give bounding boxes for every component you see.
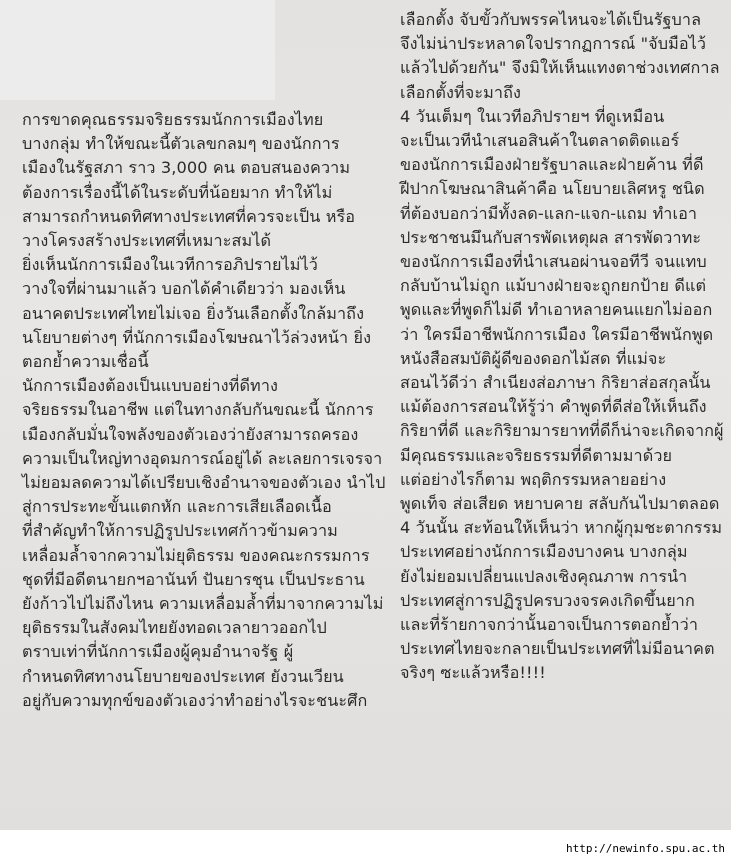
text-line: นักการเมืองต้องเป็นแบบอย่างที่ดีทาง bbox=[22, 376, 279, 396]
text-line: วางโครงสร้างประเทศที่เหมาะสมได้ bbox=[22, 231, 272, 251]
text-line: มีคุณธรรมและจริยธรรมที่ดีตามมาด้วย bbox=[400, 445, 673, 465]
text-line: เมืองในรัฐสภา ราว 3,000 คน ตอบสนองความ bbox=[22, 158, 351, 178]
text-line: นโยบายต่างๆ ที่นักการเมืองโฆษณาไว้ล่วงหน้า ยิ่ง bbox=[22, 327, 372, 347]
text-line: จริงๆ ซะแล้วหรือ!!!! bbox=[400, 663, 546, 683]
text-line: แต่อย่างไรก็ตาม พฤติกรรมหลายอย่าง bbox=[400, 469, 667, 489]
text-line: ความเป็นใหญ่ทางอุดมการณ์อยู่ได้ ละเลยการเจรจา bbox=[22, 448, 383, 468]
text-line: ยังก้าวไปไม่ถึงไหน ความเหลื่อมล้ำที่มาจากความไม่ bbox=[22, 594, 384, 614]
text-line: ประเทศอย่างนักการเมืองบางคน บางกลุ่ม bbox=[400, 542, 688, 562]
blank-corner bbox=[0, 0, 275, 100]
text-line: ที่ต้องบอกว่ามีทั้งลด-แลก-แจก-แถม ทำเอา bbox=[400, 203, 698, 223]
text-line: กำหนดทิศทางนโยบายของประเทศ ยังวนเวียน bbox=[22, 666, 344, 686]
text-line: หนังสือสมบัติผู้ดีของดอกไม้สด ที่แม่จะ bbox=[400, 348, 667, 368]
text-line: 4 วันเต็มๆ ในเวทีอภิปรายฯ ที่ดูเหมือน bbox=[400, 106, 665, 126]
text-line: ของนักการเมืองฝ่ายรัฐบาลและฝ่ายค้าน ที่ดี bbox=[400, 155, 704, 175]
text-line: พูดเท็จ ส่อเสียด หยาบคาย สลับกันไปมาตลอด bbox=[400, 494, 720, 514]
text-line: แม้ต้องการสอนให้รู้ว่า คำพูดที่ดีส่อให้เห็นถึง bbox=[400, 397, 707, 417]
text-line: ต้องการเรื่องนี้ได้ในระดับที่น้อยมาก ทำให้ไม่ bbox=[22, 182, 333, 202]
text-line: บางกลุ่ม ทำให้ขณะนี้ตัวเลขกลมๆ ของนักการ bbox=[22, 134, 340, 154]
text-line: ตอกย้ำความเชื่อนี้ bbox=[22, 352, 149, 372]
text-line: ยังไม่ยอมเปลี่ยนแปลงเชิงคุณภาพ การนำ bbox=[400, 566, 688, 586]
text-line: อนาคตประเทศไทยไม่เจอ ยิ่งวันเลือกตั้งใกล้มาถึง bbox=[22, 303, 365, 323]
text-line: จึงไม่น่าประหลาดใจปรากฏการณ์ "จับมือไว้ bbox=[400, 34, 707, 54]
text-line: วางใจที่ผ่านมาแล้ว บอกได้คำเดียวว่า มองเห็น bbox=[22, 279, 346, 299]
article-left-column bbox=[22, 108, 386, 713]
text-line: สอนไว้ดีว่า สำเนียงส่อภาษา กิริยาส่อสกุลนั้น bbox=[400, 373, 711, 393]
text-line: ฝีปากโฆษณาสินค้าคือ นโยบายเลิศหรู ชนิด bbox=[400, 179, 705, 199]
text-line: ที่สำคัญทำให้การปฏิรูปประเทศก้าวข้ามความ bbox=[22, 521, 338, 541]
source-url: http://newinfo.spu.ac.th bbox=[566, 842, 725, 855]
text-line: กิริยาที่ดี และกิริยามารยาทที่ดีก็น่าจะเกิดจากผู้ bbox=[400, 421, 724, 441]
text-line: การขาดคุณธรรมจริยธรรมนักการเมืองไทย bbox=[22, 110, 324, 129]
text-line: เลือกตั้งที่จะมาถึง bbox=[400, 82, 522, 102]
article-right-column bbox=[400, 8, 728, 686]
text-line: ว่า ใครมีอาชีพนักการเมือง ใครมีอาชีพนักพูด bbox=[400, 324, 714, 344]
text-line: และที่ร้ายกาจกว่านั้นอาจเป็นการตอกย้ำว่า bbox=[400, 615, 699, 635]
text-line: ประเทศสู่การปฏิรูปครบวงจรคงเกิดขึ้นยาก bbox=[400, 590, 695, 610]
text-line: สู่การประทะขั้นแตกหัก และการเสียเลือดเนื้อ bbox=[22, 497, 332, 517]
text-line: 4 วันนั้น สะท้อนให้เห็นว่า หากผู้กุมชะตากรรม bbox=[400, 518, 723, 538]
text-line: ยุติธรรมในสังคมไทยยังทอดเวลายาวออกไป bbox=[22, 618, 327, 638]
text-line: เหลื่อมล้ำจากความไม่ยุติธรรม ของคณะกรรมการ bbox=[22, 545, 370, 565]
text-line: ตราบเท่าที่นักการเมืองผู้คุมอำนาจรัฐ ผู้ bbox=[22, 642, 294, 662]
text-line: ของนักการเมืองที่นำเสนอผ่านจอทีวี จนแทบ bbox=[400, 252, 707, 272]
text-line: ชุดที่มีอดีตนายกฯอานันท์ ปันยารชุน เป็นประธาน bbox=[22, 569, 365, 589]
text-line: เลือกตั้ง จับขั้วกับพรรคไหนจะได้เป็นรัฐบาล bbox=[400, 10, 702, 29]
text-line: ยิ่งเห็นนักการเมืองในเวทีการอภิปรายไม่ไว้ bbox=[22, 255, 318, 275]
text-line: พูดและที่พูดก็ไม่ดี ทำเอาหลายคนแยกไม่ออก bbox=[400, 300, 713, 320]
text-line: จะเป็นเวทีนำเสนอสินค้าในตลาดติดแอร์ bbox=[400, 131, 680, 151]
text-line: อยู่กับความทุกข์ของตัวเองว่าทำอย่างไรจะชนะศึก bbox=[22, 690, 368, 710]
text-line: สามารถกำหนดทิศทางประเทศที่ควรจะเป็น หรือ bbox=[22, 206, 356, 226]
text-line: แล้วไปด้วยกัน" จึงมิให้เห็นแทงตาช่วงเทศกาล bbox=[400, 58, 720, 78]
text-line: จริยธรรมในอาชีพ แต่ในทางกลับกันขณะนี้ นักการ bbox=[22, 400, 374, 420]
text-line: ไม่ยอมลดความได้เปรียบเชิงอำนาจของตัวเอง นำไป bbox=[22, 473, 386, 493]
text-line: เมืองกลับมั่นใจพลังของตัวเองว่ายังสามารถครอง bbox=[22, 424, 359, 444]
text-line: ประเทศไทยจะกลายเป็นประเทศที่ไม่มีอนาคต bbox=[400, 639, 715, 659]
text-line: กลับบ้านไม่ถูก แม้บางฝ่ายจะถูกยกป้าย ดีแต่ bbox=[400, 276, 707, 296]
text-line: ประชาชนมึนกับสารพัดเหตุผล สารพัดวาทะ bbox=[400, 227, 702, 247]
